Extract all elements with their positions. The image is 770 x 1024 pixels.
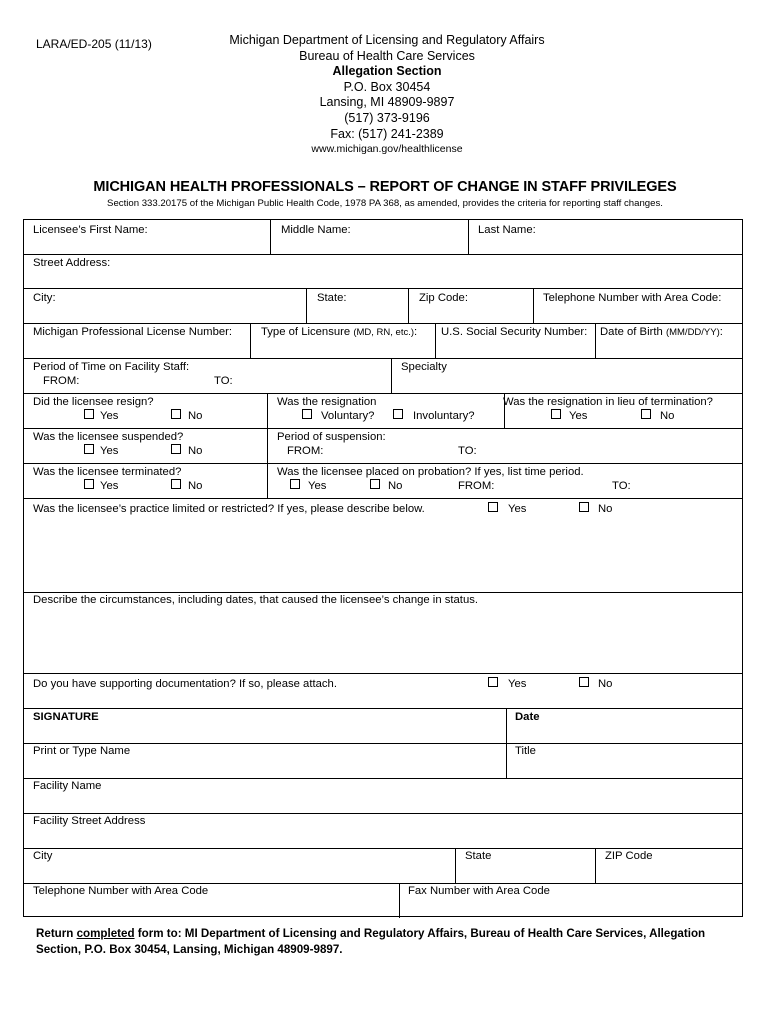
lieu-yes-label: Yes [569, 410, 588, 422]
documentation-yes-checkbox[interactable] [488, 677, 498, 687]
involuntary-label: Involuntary? [413, 410, 475, 422]
dob-hint: (MM/DD/YY) [665, 327, 720, 338]
probation-from-field[interactable]: FROM: [458, 480, 495, 492]
form-code: LARA/ED-205 (11/13) [36, 37, 152, 51]
resign-no-label: No [188, 410, 203, 422]
suspended-no-checkbox[interactable] [171, 444, 181, 454]
licensure-type-label: Type of Licensure [261, 326, 351, 338]
suspended-yes-checkbox[interactable] [84, 444, 94, 454]
phone-number: (517) 373-9196 [344, 110, 430, 125]
suspended-question: Was the licensee suspended? [33, 431, 184, 443]
facility-name-field[interactable]: Facility Name [33, 780, 102, 792]
probation-no-label: No [388, 480, 403, 492]
completed-emphasis: completed [76, 927, 135, 940]
suspension-from-field[interactable]: FROM: [287, 445, 324, 457]
suspended-no-label: No [188, 445, 203, 457]
signature-field[interactable]: SIGNATURE [33, 711, 99, 723]
state-field[interactable]: State: [317, 292, 347, 304]
return-prefix: Return [36, 927, 77, 940]
facility-phone-field[interactable]: Telephone Number with Area Code [33, 885, 209, 897]
terminated-yes-label: Yes [100, 480, 119, 492]
facility-fax-field[interactable]: Fax Number with Area Code [408, 885, 550, 897]
city-field[interactable]: City: [33, 292, 56, 304]
involuntary-checkbox[interactable] [393, 409, 403, 419]
terminated-no-checkbox[interactable] [171, 479, 181, 489]
zip-code-field[interactable]: Zip Code: [419, 292, 468, 304]
license-number-field[interactable]: Michigan Professional License Number: [33, 326, 233, 338]
resign-no-checkbox[interactable] [171, 409, 181, 419]
documentation-no-label: No [598, 678, 613, 690]
title-field[interactable]: Title [515, 745, 536, 757]
po-box: P.O. Box 30454 [343, 79, 431, 94]
last-name-field[interactable]: Last Name: [478, 224, 536, 236]
dob-label: Date of Birth [600, 326, 663, 338]
return-address: form to: MI Department of Licensing and Regulatory Affairs, Bureau of Health Care Services, Allegation Section, P.O. Box 30454, Lansing, Michigan 48909-9897. [36, 927, 706, 956]
facility-state-field[interactable]: State [465, 850, 492, 862]
lieu-yes-checkbox[interactable] [551, 409, 561, 419]
website-link[interactable]: www.michigan.gov/healthlicense [311, 143, 463, 156]
first-name-field[interactable]: Licensee’s First Name: [33, 224, 148, 236]
form-title: MICHIGAN HEALTH PROFESSIONALS – REPORT OF CHANGE IN STAFF PRIVILEGES [93, 179, 677, 195]
ssn-field[interactable]: U.S. Social Security Number: [441, 326, 588, 338]
limited-no-label: No [598, 503, 613, 515]
resign-yes-label: Yes [100, 410, 119, 422]
bureau-name: Bureau of Health Care Services [299, 48, 475, 63]
limited-yes-label: Yes [508, 503, 527, 515]
lieu-no-checkbox[interactable] [641, 409, 651, 419]
documentation-question: Do you have supporting documentation? If so, please attach. [33, 678, 337, 690]
specialty-field[interactable]: Specialty [401, 361, 447, 373]
circumstances-field[interactable]: Describe the circumstances, including dates, that caused the licensee’s change in status. [33, 594, 479, 606]
staff-to-field[interactable]: TO: [214, 375, 233, 387]
agency-address-block [180, 33, 594, 158]
suspended-yes-label: Yes [100, 445, 119, 457]
dob-field[interactable]: Date of Birth (MM/DD/YY): [600, 326, 723, 338]
terminated-question: Was the licensee terminated? [33, 466, 182, 478]
middle-name-field[interactable]: Middle Name: [281, 224, 351, 236]
limited-no-checkbox[interactable] [579, 502, 589, 512]
section-name: Allegation Section [332, 64, 442, 79]
resign-question: Did the licensee resign? [33, 396, 154, 408]
probation-to-field[interactable]: TO: [612, 480, 631, 492]
probation-yes-checkbox[interactable] [290, 479, 300, 489]
voluntary-label: Voluntary? [321, 410, 375, 422]
print-name-field[interactable]: Print or Type Name [33, 745, 131, 757]
telephone-field[interactable]: Telephone Number with Area Code: [543, 292, 722, 304]
fax-number: Fax: (517) 241-2389 [330, 126, 444, 141]
date-field[interactable]: Date [515, 711, 540, 723]
staff-from-field[interactable]: FROM: [43, 375, 80, 387]
terminated-yes-checkbox[interactable] [84, 479, 94, 489]
licensure-type-hint: (MD, RN, etc.) [353, 327, 415, 338]
period-on-staff-label: Period of Time on Facility Staff: [33, 361, 190, 373]
lieu-of-termination-question: Was the resignation in lieu of termination? [503, 396, 713, 408]
documentation-no-checkbox[interactable] [579, 677, 589, 687]
voluntary-checkbox[interactable] [302, 409, 312, 419]
licensure-type-field[interactable]: Type of Licensure (MD, RN, etc.): [261, 326, 418, 338]
documentation-yes-label: Yes [508, 678, 527, 690]
probation-no-checkbox[interactable] [370, 479, 380, 489]
suspension-period-label: Period of suspension: [277, 431, 386, 443]
suspension-to-field[interactable]: TO: [458, 445, 477, 457]
resign-yes-checkbox[interactable] [84, 409, 94, 419]
practice-limited-question: Was the licensee’s practice limited or restricted? If yes, please describe below. [33, 503, 425, 515]
limited-yes-checkbox[interactable] [488, 502, 498, 512]
facility-street-field[interactable]: Facility Street Address [33, 815, 146, 827]
return-instructions [36, 926, 748, 957]
street-address-field[interactable]: Street Address: [33, 257, 111, 269]
city-state-zip: Lansing, MI 48909-9897 [319, 95, 455, 110]
facility-city-field[interactable]: City [33, 850, 53, 862]
resignation-type-question: Was the resignation [277, 396, 377, 408]
lieu-no-label: No [660, 410, 675, 422]
facility-zip-field[interactable]: ZIP Code [605, 850, 653, 862]
report-form [23, 219, 743, 917]
probation-yes-label: Yes [308, 480, 327, 492]
agency-name: Michigan Department of Licensing and Regulatory Affairs [229, 33, 545, 47]
probation-question: Was the licensee placed on probation? If yes, list time period. [277, 466, 584, 478]
form-subtitle: Section 333.20175 of the Michigan Public Health Code, 1978 PA 368, as amended, provides the criteria for reporting staff changes. [107, 198, 663, 209]
terminated-no-label: No [188, 480, 203, 492]
